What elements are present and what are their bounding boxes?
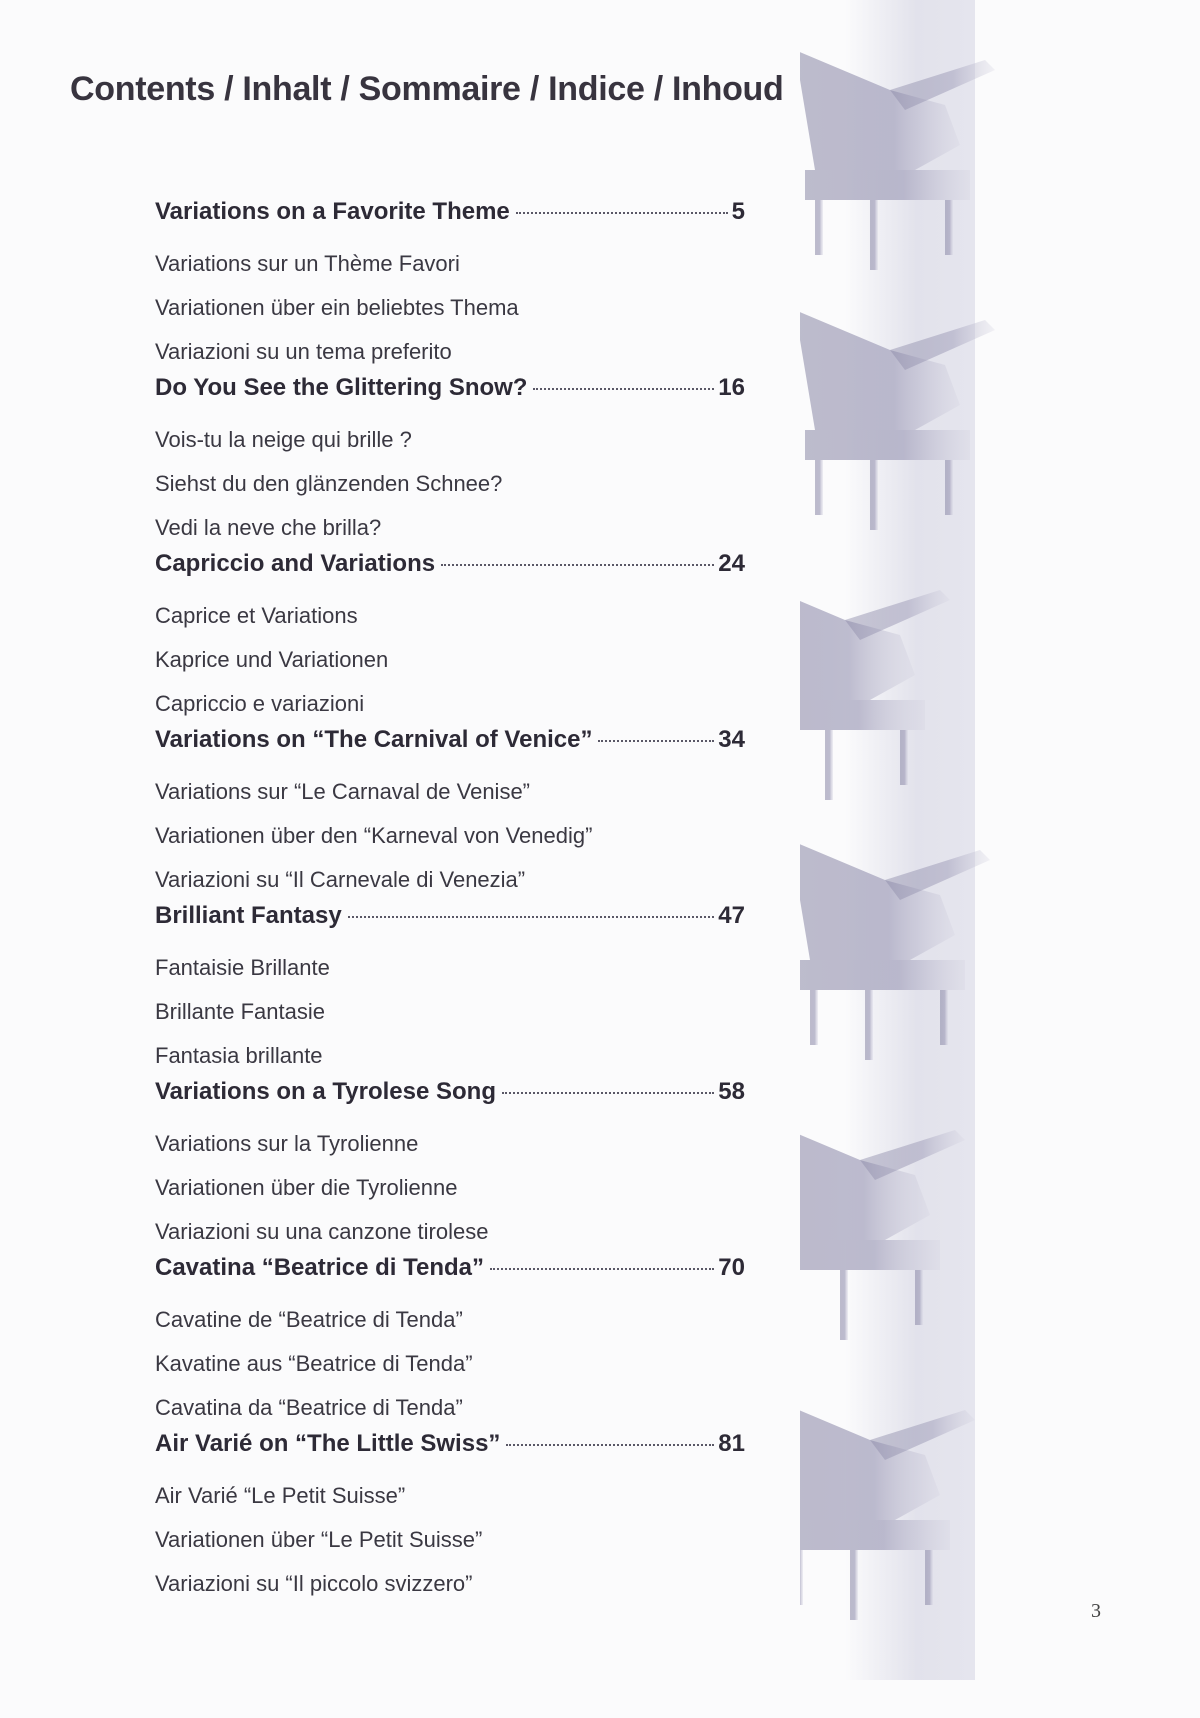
toc-entry-translation: Variations sur “Le Carnaval de Venise”: [155, 779, 531, 804]
decorative-gradient-strip: [845, 0, 975, 1680]
toc-entry: [155, 1430, 745, 1606]
toc-entry-translation: Caprice et Variations: [155, 603, 358, 628]
toc-entry-translation: Brillante Fantasie: [155, 999, 325, 1024]
dot-leader: [598, 740, 714, 742]
toc-entry-title: Variations on “The Carnival of Venice”: [155, 726, 593, 753]
toc-entry-page-number: 5: [731, 198, 745, 225]
dot-leader: [490, 1268, 714, 1270]
toc-entry-title: Variations on a Tyrolese Song: [155, 1078, 496, 1105]
toc-entry-heading: [155, 726, 745, 770]
toc-entry-page-number: 81: [718, 1430, 745, 1457]
toc-entry-translation: Variationen über “Le Petit Suisse”: [155, 1527, 483, 1552]
toc-entry-page-number: 24: [718, 550, 745, 577]
toc-entry-translation: Variationen über ein beliebtes Thema: [155, 295, 519, 320]
toc-entry-translation: Variationen über die Tyrolienne: [155, 1175, 458, 1200]
toc-entry-heading: [155, 550, 745, 594]
toc-entry-title: Variations on a Favorite Theme: [155, 198, 510, 225]
toc-entry-heading: [155, 1078, 745, 1122]
toc-entry-heading: [155, 1430, 745, 1474]
toc-entry-translation: Cavatina da “Beatrice di Tenda”: [155, 1395, 463, 1420]
toc-entry: [155, 726, 745, 902]
toc-entry-translation: Vedi la neve che brilla?: [155, 515, 382, 540]
toc-entry: [155, 902, 745, 1078]
toc-entry-translation: Variazioni su “Il Carnevale di Venezia”: [155, 867, 526, 892]
dot-leader: [502, 1092, 714, 1094]
toc-entry-page-number: 70: [718, 1254, 745, 1281]
toc-entry-title: Air Varié on “The Little Swiss”: [155, 1430, 501, 1457]
toc-entry-page-number: 58: [718, 1078, 745, 1105]
toc-entry-translation: Vois-tu la neige qui brille ?: [155, 427, 412, 452]
page-number: 3: [1091, 1600, 1101, 1622]
toc-entry-page-number: 34: [718, 726, 745, 753]
toc-entry-translation: Variationen über den “Karneval von Venedig”: [155, 823, 593, 848]
toc-entry: [155, 550, 745, 726]
toc-entry-translation: Capriccio e variazioni: [155, 691, 365, 716]
toc-entry: [155, 1078, 745, 1254]
page-title: Contents / Inhalt / Sommaire / Indice / Inhoud: [70, 70, 784, 108]
toc-entry-title: Do You See the Glittering Snow?: [155, 374, 528, 401]
toc-entry-heading: [155, 902, 745, 946]
toc-entry-title: Brilliant Fantasy: [155, 902, 342, 929]
toc-entry-translation: Cavatine de “Beatrice di Tenda”: [155, 1307, 463, 1332]
toc-entry-translation: Kaprice und Variationen: [155, 647, 389, 672]
toc-entry-translation: Variazioni su “Il piccolo svizzero”: [155, 1571, 473, 1596]
dot-leader: [506, 1444, 714, 1446]
dot-leader: [441, 564, 714, 566]
toc-entry-translation: Kavatine aus “Beatrice di Tenda”: [155, 1351, 473, 1376]
toc-entry-translation: Siehst du den glänzenden Schnee?: [155, 471, 503, 496]
toc-entry-title: Cavatina “Beatrice di Tenda”: [155, 1254, 484, 1281]
toc-entry-translation: Fantaisie Brillante: [155, 955, 330, 980]
toc-entry-page-number: 47: [718, 902, 745, 929]
table-of-contents: [155, 198, 745, 1606]
toc-entry-title: Capriccio and Variations: [155, 550, 436, 577]
toc-entry-translation: Variations sur la Tyrolienne: [155, 1131, 419, 1156]
toc-entry-translation: Variazioni su una canzone tirolese: [155, 1219, 489, 1244]
toc-entry-heading: [155, 198, 745, 242]
toc-entry: [155, 374, 745, 550]
toc-entry-heading: [155, 374, 745, 418]
dot-leader: [516, 212, 728, 214]
toc-entry-page-number: 16: [718, 374, 745, 401]
toc-entry-heading: [155, 1254, 745, 1298]
toc-entry-translation: Variazioni su un tema preferito: [155, 339, 452, 364]
dot-leader: [348, 916, 715, 918]
toc-entry: [155, 198, 745, 374]
toc-entry-translation: Variations sur un Thème Favori: [155, 251, 460, 276]
toc-entry-translation: Fantasia brillante: [155, 1043, 323, 1068]
toc-entry: [155, 1254, 745, 1430]
toc-entry-translation: Air Varié “Le Petit Suisse”: [155, 1483, 406, 1508]
dot-leader: [533, 388, 714, 390]
